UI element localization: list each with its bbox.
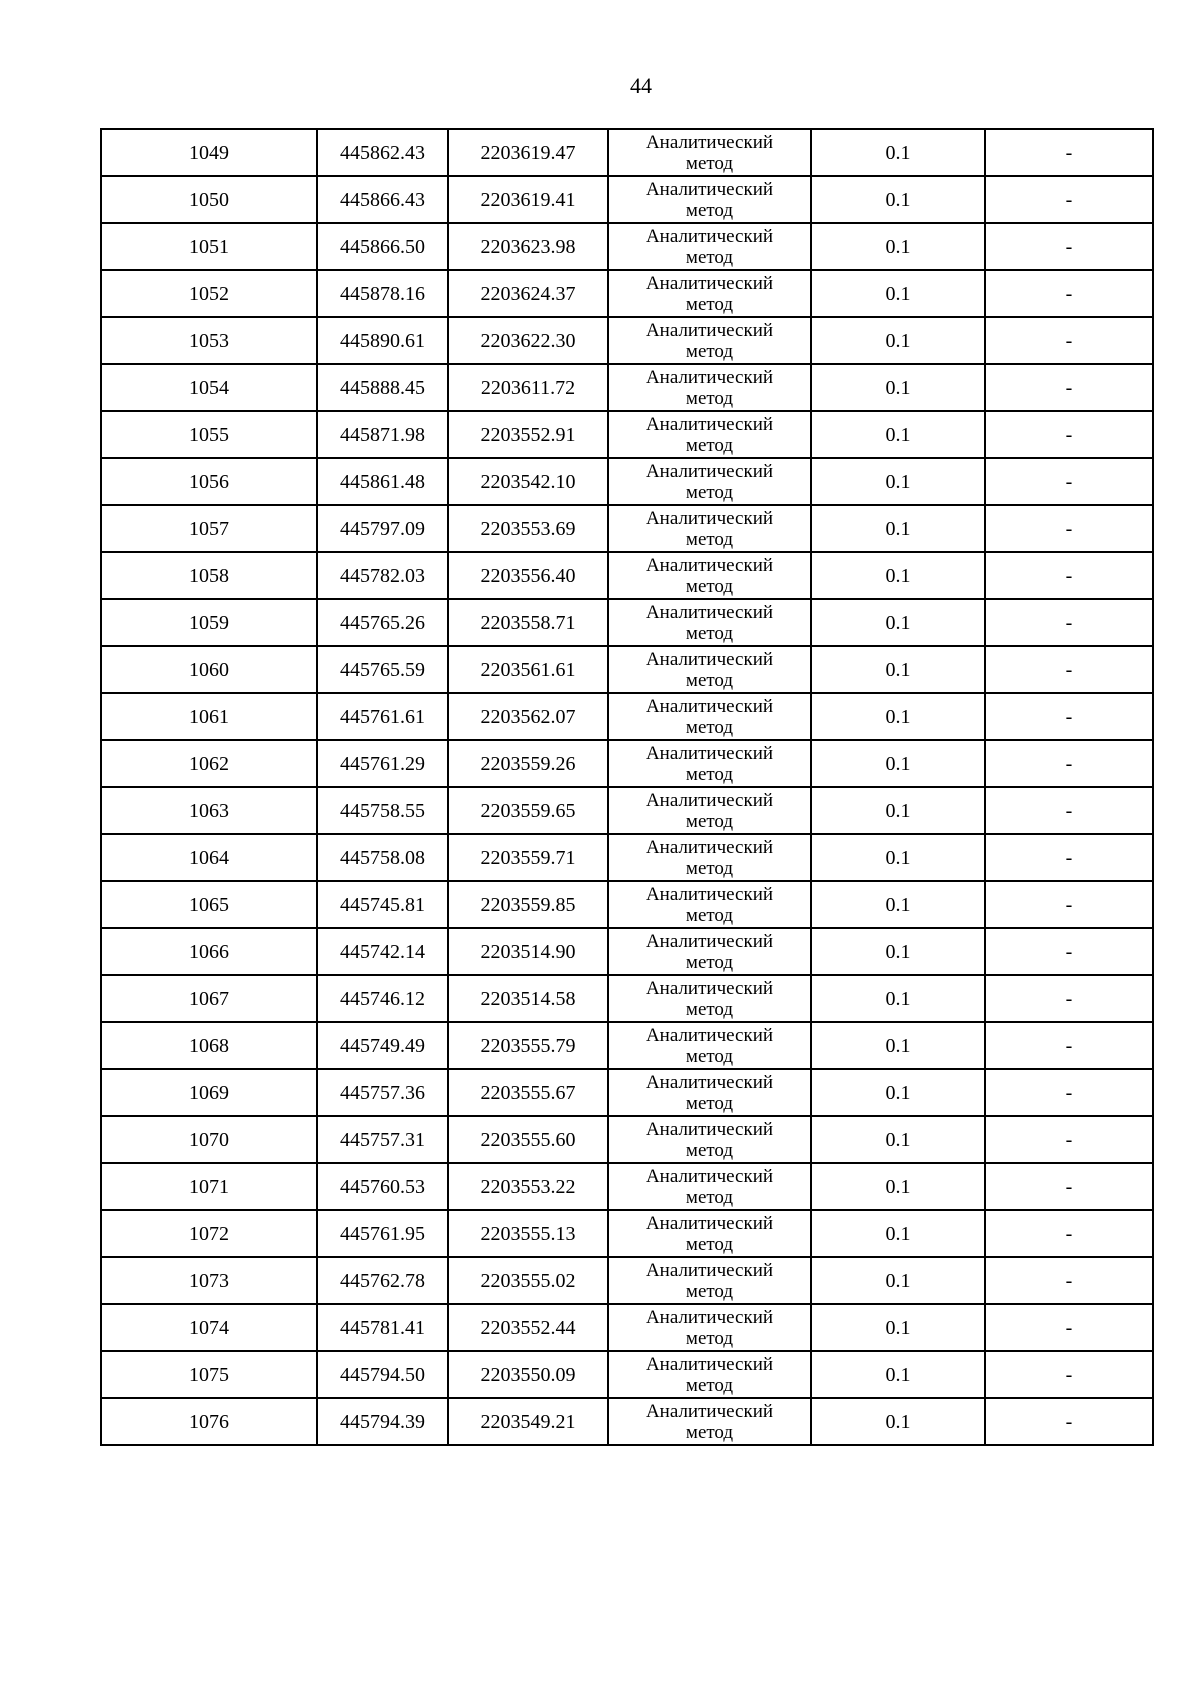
note-cell: - [985, 1398, 1153, 1445]
method-cell [608, 975, 811, 1022]
method-line-1: Аналитический [645, 460, 774, 482]
x-coordinate-cell: 445761.61 [317, 693, 448, 740]
point-number-cell: 1052 [101, 270, 317, 317]
y-coordinate-cell: 2203555.60 [448, 1116, 608, 1163]
method-line-1: Аналитический [645, 977, 774, 999]
accuracy-cell: 0.1 [811, 1257, 985, 1304]
method-line-2: метод [685, 1374, 734, 1396]
point-number-cell: 1062 [101, 740, 317, 787]
method-cell [608, 834, 811, 881]
accuracy-cell: 0.1 [811, 176, 985, 223]
method-cell [608, 1398, 811, 1445]
y-coordinate-cell: 2203611.72 [448, 364, 608, 411]
point-number-cell: 1053 [101, 317, 317, 364]
method-line-1: Аналитический [645, 1212, 774, 1234]
y-coordinate-cell: 2203619.47 [448, 129, 608, 176]
method-line-1: Аналитический [645, 742, 774, 764]
method-line-1: Аналитический [645, 272, 774, 294]
note-cell: - [985, 1116, 1153, 1163]
x-coordinate-cell: 445758.55 [317, 787, 448, 834]
table-row [101, 740, 1153, 787]
method-cell [608, 1304, 811, 1351]
note-cell: - [985, 176, 1153, 223]
method-line-2: метод [685, 340, 734, 362]
x-coordinate-cell: 445760.53 [317, 1163, 448, 1210]
x-coordinate-cell: 445762.78 [317, 1257, 448, 1304]
y-coordinate-cell: 2203559.26 [448, 740, 608, 787]
point-number-cell: 1055 [101, 411, 317, 458]
x-coordinate-cell: 445765.26 [317, 599, 448, 646]
method-line-1: Аналитический [645, 366, 774, 388]
method-cell [608, 787, 811, 834]
y-coordinate-cell: 2203555.79 [448, 1022, 608, 1069]
method-line-2: метод [685, 1045, 734, 1067]
table-row [101, 787, 1153, 834]
method-cell [608, 928, 811, 975]
note-cell: - [985, 129, 1153, 176]
table-row [101, 693, 1153, 740]
x-coordinate-cell: 445781.41 [317, 1304, 448, 1351]
accuracy-cell: 0.1 [811, 223, 985, 270]
method-line-2: метод [685, 904, 734, 926]
method-line-2: метод [685, 1186, 734, 1208]
note-cell: - [985, 881, 1153, 928]
table-row [101, 975, 1153, 1022]
accuracy-cell: 0.1 [811, 646, 985, 693]
method-cell [608, 270, 811, 317]
point-number-cell: 1069 [101, 1069, 317, 1116]
method-line-1: Аналитический [645, 789, 774, 811]
method-cell [608, 458, 811, 505]
point-number-cell: 1057 [101, 505, 317, 552]
method-line-1: Аналитический [645, 225, 774, 247]
note-cell: - [985, 223, 1153, 270]
accuracy-cell: 0.1 [811, 458, 985, 505]
method-line-2: метод [685, 998, 734, 1020]
table-row [101, 1163, 1153, 1210]
method-line-1: Аналитический [645, 1165, 774, 1187]
method-line-2: метод [685, 246, 734, 268]
x-coordinate-cell: 445761.95 [317, 1210, 448, 1257]
note-cell: - [985, 552, 1153, 599]
note-cell: - [985, 599, 1153, 646]
table-row [101, 1069, 1153, 1116]
method-line-1: Аналитический [645, 554, 774, 576]
accuracy-cell: 0.1 [811, 928, 985, 975]
table-row [101, 928, 1153, 975]
x-coordinate-cell: 445757.36 [317, 1069, 448, 1116]
method-cell [608, 176, 811, 223]
method-line-1: Аналитический [645, 507, 774, 529]
accuracy-cell: 0.1 [811, 1351, 985, 1398]
y-coordinate-cell: 2203514.58 [448, 975, 608, 1022]
method-cell [608, 1069, 811, 1116]
method-cell [608, 1116, 811, 1163]
accuracy-cell: 0.1 [811, 599, 985, 646]
accuracy-cell: 0.1 [811, 740, 985, 787]
method-cell [608, 129, 811, 176]
y-coordinate-cell: 2203561.61 [448, 646, 608, 693]
method-line-1: Аналитический [645, 413, 774, 435]
note-cell: - [985, 1257, 1153, 1304]
coordinates-table-body [101, 129, 1153, 1445]
method-line-1: Аналитический [645, 883, 774, 905]
x-coordinate-cell: 445866.43 [317, 176, 448, 223]
point-number-cell: 1054 [101, 364, 317, 411]
method-line-1: Аналитический [645, 648, 774, 670]
accuracy-cell: 0.1 [811, 411, 985, 458]
x-coordinate-cell: 445794.39 [317, 1398, 448, 1445]
table-row [101, 1398, 1153, 1445]
y-coordinate-cell: 2203559.65 [448, 787, 608, 834]
accuracy-cell: 0.1 [811, 317, 985, 364]
point-number-cell: 1076 [101, 1398, 317, 1445]
method-line-2: метод [685, 810, 734, 832]
y-coordinate-cell: 2203555.13 [448, 1210, 608, 1257]
y-coordinate-cell: 2203550.09 [448, 1351, 608, 1398]
method-cell [608, 1257, 811, 1304]
note-cell: - [985, 1022, 1153, 1069]
y-coordinate-cell: 2203553.69 [448, 505, 608, 552]
point-number-cell: 1060 [101, 646, 317, 693]
note-cell: - [985, 1304, 1153, 1351]
method-cell [608, 411, 811, 458]
y-coordinate-cell: 2203559.85 [448, 881, 608, 928]
note-cell: - [985, 1069, 1153, 1116]
method-line-2: метод [685, 622, 734, 644]
table-row [101, 881, 1153, 928]
y-coordinate-cell: 2203624.37 [448, 270, 608, 317]
x-coordinate-cell: 445861.48 [317, 458, 448, 505]
method-line-1: Аналитический [645, 930, 774, 952]
accuracy-cell: 0.1 [811, 1022, 985, 1069]
x-coordinate-cell: 445866.50 [317, 223, 448, 270]
method-line-1: Аналитический [645, 319, 774, 341]
method-line-2: метод [685, 669, 734, 691]
x-coordinate-cell: 445862.43 [317, 129, 448, 176]
note-cell: - [985, 1351, 1153, 1398]
method-line-1: Аналитический [645, 1071, 774, 1093]
point-number-cell: 1073 [101, 1257, 317, 1304]
point-number-cell: 1059 [101, 599, 317, 646]
x-coordinate-cell: 445878.16 [317, 270, 448, 317]
y-coordinate-cell: 2203562.07 [448, 693, 608, 740]
note-cell: - [985, 364, 1153, 411]
x-coordinate-cell: 445794.50 [317, 1351, 448, 1398]
x-coordinate-cell: 445746.12 [317, 975, 448, 1022]
x-coordinate-cell: 445745.81 [317, 881, 448, 928]
note-cell: - [985, 270, 1153, 317]
accuracy-cell: 0.1 [811, 1069, 985, 1116]
point-number-cell: 1056 [101, 458, 317, 505]
table-row [101, 317, 1153, 364]
point-number-cell: 1049 [101, 129, 317, 176]
coordinates-table [100, 128, 1154, 1446]
method-line-1: Аналитический [645, 1306, 774, 1328]
accuracy-cell: 0.1 [811, 1210, 985, 1257]
accuracy-cell: 0.1 [811, 1304, 985, 1351]
page-number: 44 [630, 73, 652, 98]
table-row [101, 1022, 1153, 1069]
table-row [101, 1210, 1153, 1257]
method-line-1: Аналитический [645, 1400, 774, 1422]
x-coordinate-cell: 445757.31 [317, 1116, 448, 1163]
accuracy-cell: 0.1 [811, 1116, 985, 1163]
point-number-cell: 1050 [101, 176, 317, 223]
method-cell [608, 364, 811, 411]
accuracy-cell: 0.1 [811, 834, 985, 881]
method-line-1: Аналитический [645, 836, 774, 858]
method-cell [608, 881, 811, 928]
method-line-1: Аналитический [645, 1118, 774, 1140]
y-coordinate-cell: 2203623.98 [448, 223, 608, 270]
point-number-cell: 1065 [101, 881, 317, 928]
note-cell: - [985, 458, 1153, 505]
y-coordinate-cell: 2203556.40 [448, 552, 608, 599]
method-line-2: метод [685, 716, 734, 738]
x-coordinate-cell: 445871.98 [317, 411, 448, 458]
note-cell: - [985, 975, 1153, 1022]
method-cell [608, 223, 811, 270]
x-coordinate-cell: 445782.03 [317, 552, 448, 599]
method-line-2: метод [685, 951, 734, 973]
method-cell [608, 317, 811, 364]
note-cell: - [985, 411, 1153, 458]
method-cell [608, 505, 811, 552]
method-line-2: метод [685, 387, 734, 409]
point-number-cell: 1051 [101, 223, 317, 270]
y-coordinate-cell: 2203552.91 [448, 411, 608, 458]
note-cell: - [985, 787, 1153, 834]
x-coordinate-cell: 445758.08 [317, 834, 448, 881]
method-line-2: метод [685, 857, 734, 879]
x-coordinate-cell: 445797.09 [317, 505, 448, 552]
note-cell: - [985, 505, 1153, 552]
note-cell: - [985, 317, 1153, 364]
table-row [101, 364, 1153, 411]
x-coordinate-cell: 445890.61 [317, 317, 448, 364]
method-line-2: метод [685, 434, 734, 456]
method-cell [608, 552, 811, 599]
table-row [101, 176, 1153, 223]
accuracy-cell: 0.1 [811, 270, 985, 317]
method-line-1: Аналитический [645, 178, 774, 200]
table-row [101, 505, 1153, 552]
point-number-cell: 1072 [101, 1210, 317, 1257]
method-line-2: метод [685, 1280, 734, 1302]
method-line-2: метод [685, 1233, 734, 1255]
y-coordinate-cell: 2203622.30 [448, 317, 608, 364]
accuracy-cell: 0.1 [811, 881, 985, 928]
table-row [101, 270, 1153, 317]
point-number-cell: 1058 [101, 552, 317, 599]
y-coordinate-cell: 2203555.02 [448, 1257, 608, 1304]
method-line-2: метод [685, 1092, 734, 1114]
table-row [101, 458, 1153, 505]
y-coordinate-cell: 2203619.41 [448, 176, 608, 223]
accuracy-cell: 0.1 [811, 1163, 985, 1210]
method-line-2: метод [685, 293, 734, 315]
y-coordinate-cell: 2203514.90 [448, 928, 608, 975]
note-cell: - [985, 646, 1153, 693]
note-cell: - [985, 1163, 1153, 1210]
accuracy-cell: 0.1 [811, 975, 985, 1022]
y-coordinate-cell: 2203558.71 [448, 599, 608, 646]
accuracy-cell: 0.1 [811, 505, 985, 552]
accuracy-cell: 0.1 [811, 552, 985, 599]
table-row [101, 129, 1153, 176]
method-line-2: метод [685, 1327, 734, 1349]
table-row [101, 1304, 1153, 1351]
point-number-cell: 1061 [101, 693, 317, 740]
method-cell [608, 693, 811, 740]
accuracy-cell: 0.1 [811, 1398, 985, 1445]
table-row [101, 1257, 1153, 1304]
method-cell [608, 599, 811, 646]
y-coordinate-cell: 2203542.10 [448, 458, 608, 505]
table-row [101, 552, 1153, 599]
table-row [101, 599, 1153, 646]
method-line-2: метод [685, 528, 734, 550]
point-number-cell: 1064 [101, 834, 317, 881]
table-row [101, 1116, 1153, 1163]
method-cell [608, 1163, 811, 1210]
point-number-cell: 1063 [101, 787, 317, 834]
y-coordinate-cell: 2203549.21 [448, 1398, 608, 1445]
method-line-1: Аналитический [645, 695, 774, 717]
y-coordinate-cell: 2203555.67 [448, 1069, 608, 1116]
y-coordinate-cell: 2203553.22 [448, 1163, 608, 1210]
x-coordinate-cell: 445761.29 [317, 740, 448, 787]
method-line-2: метод [685, 575, 734, 597]
table-row [101, 646, 1153, 693]
accuracy-cell: 0.1 [811, 129, 985, 176]
method-cell [608, 1022, 811, 1069]
table-row [101, 223, 1153, 270]
method-line-2: метод [685, 1139, 734, 1161]
method-line-1: Аналитический [645, 1353, 774, 1375]
y-coordinate-cell: 2203552.44 [448, 1304, 608, 1351]
note-cell: - [985, 693, 1153, 740]
method-line-2: метод [685, 1421, 734, 1443]
accuracy-cell: 0.1 [811, 787, 985, 834]
x-coordinate-cell: 445888.45 [317, 364, 448, 411]
method-line-1: Аналитический [645, 1024, 774, 1046]
method-cell [608, 646, 811, 693]
method-line-2: метод [685, 152, 734, 174]
point-number-cell: 1074 [101, 1304, 317, 1351]
method-cell [608, 740, 811, 787]
point-number-cell: 1066 [101, 928, 317, 975]
method-line-1: Аналитический [645, 1259, 774, 1281]
note-cell: - [985, 740, 1153, 787]
method-cell [608, 1210, 811, 1257]
method-line-1: Аналитический [645, 601, 774, 623]
x-coordinate-cell: 445765.59 [317, 646, 448, 693]
accuracy-cell: 0.1 [811, 693, 985, 740]
method-line-2: метод [685, 199, 734, 221]
point-number-cell: 1075 [101, 1351, 317, 1398]
point-number-cell: 1070 [101, 1116, 317, 1163]
method-line-2: метод [685, 763, 734, 785]
table-row [101, 411, 1153, 458]
y-coordinate-cell: 2203559.71 [448, 834, 608, 881]
note-cell: - [985, 928, 1153, 975]
accuracy-cell: 0.1 [811, 364, 985, 411]
x-coordinate-cell: 445749.49 [317, 1022, 448, 1069]
note-cell: - [985, 834, 1153, 881]
table-row [101, 834, 1153, 881]
x-coordinate-cell: 445742.14 [317, 928, 448, 975]
table-row [101, 1351, 1153, 1398]
point-number-cell: 1071 [101, 1163, 317, 1210]
point-number-cell: 1068 [101, 1022, 317, 1069]
method-cell [608, 1351, 811, 1398]
method-line-2: метод [685, 481, 734, 503]
note-cell: - [985, 1210, 1153, 1257]
method-line-1: Аналитический [645, 131, 774, 153]
point-number-cell: 1067 [101, 975, 317, 1022]
